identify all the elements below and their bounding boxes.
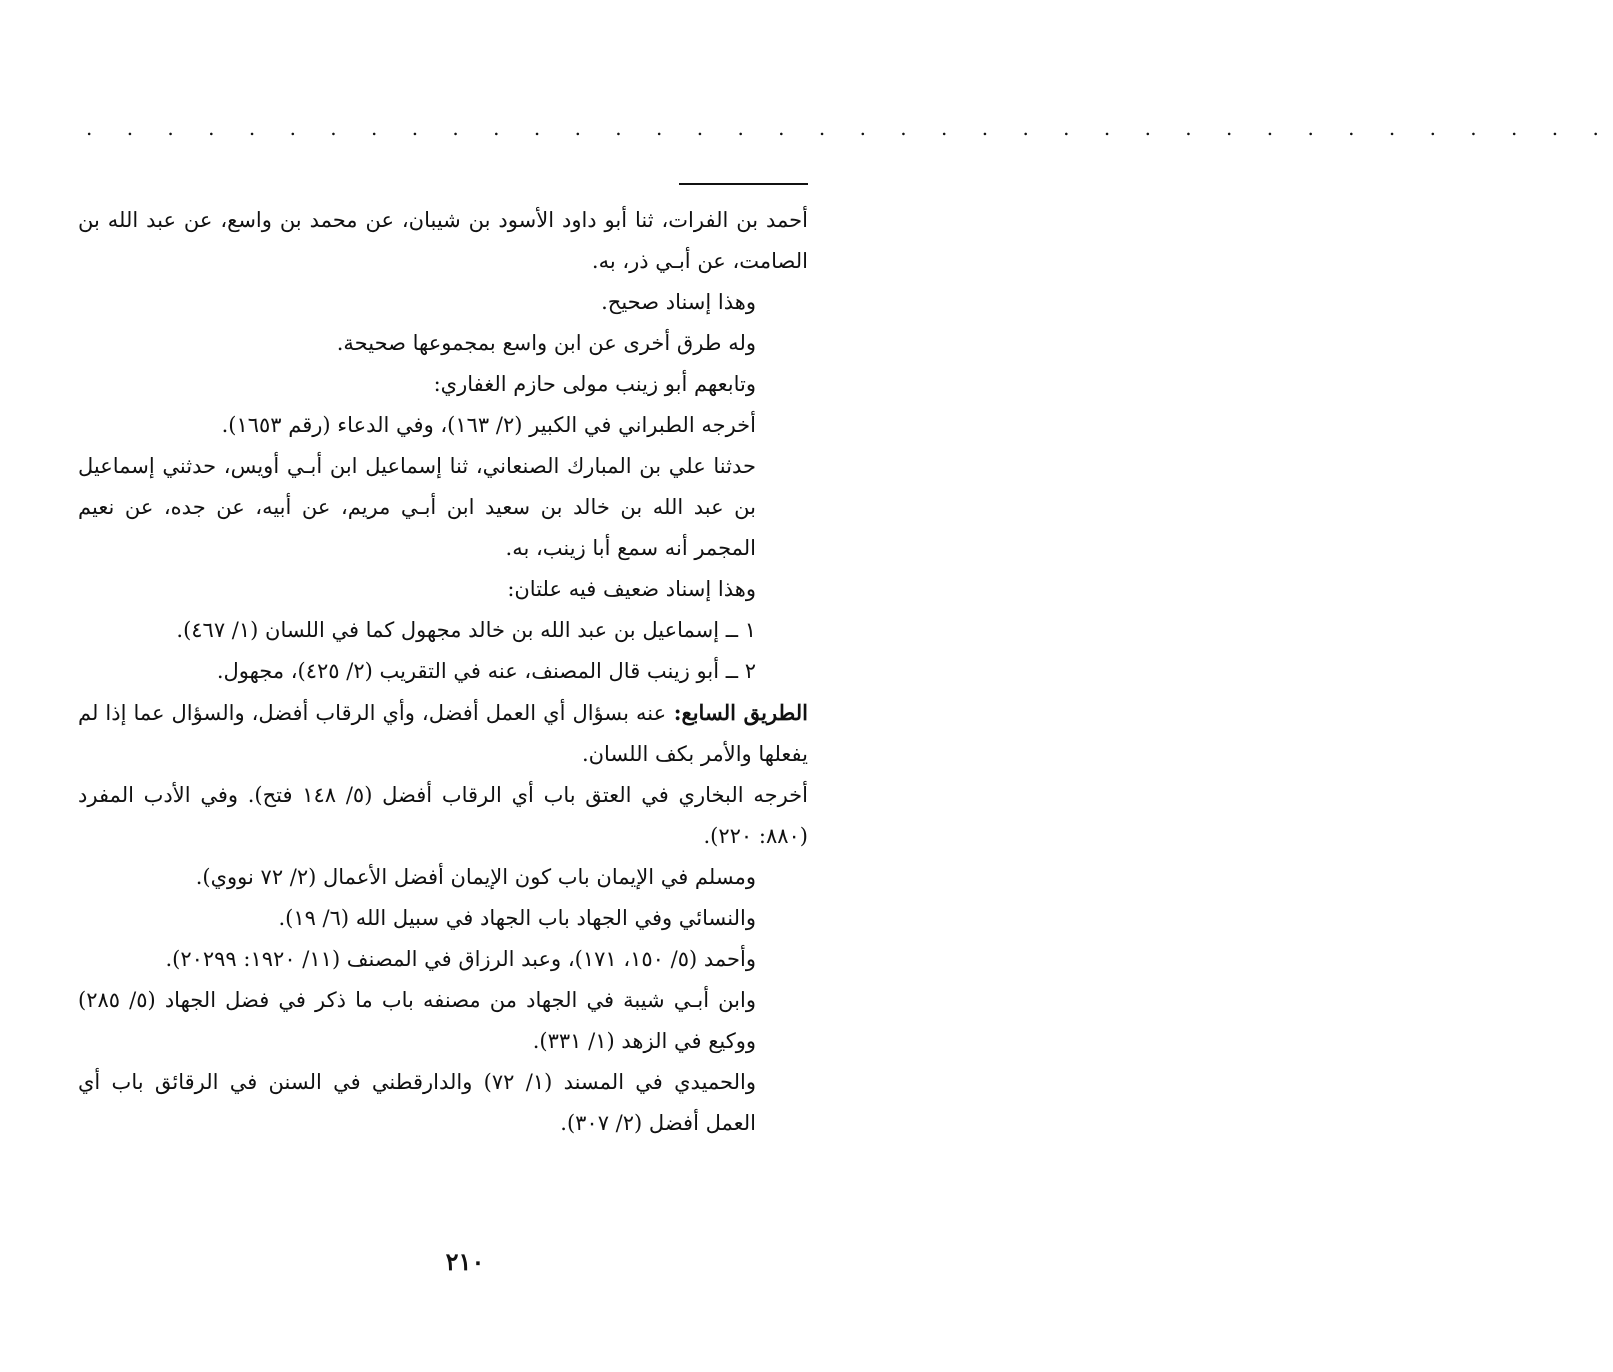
footnote-rule bbox=[679, 183, 808, 185]
paragraph-isnad-grade: وهذا إسناد صحيح. bbox=[601, 290, 756, 314]
paragraph-seventh-route bbox=[78, 692, 808, 775]
separator-dots: . . . . . . . . . . . . . . . . . . . . . . . . . . . . . . . . . . . . . . bbox=[86, 116, 1613, 140]
paragraph-muslim: ومسلم في الإيمان باب كون الإيمان أفضل الأعمال (٢/ ٧٢ نووي). bbox=[195, 865, 756, 889]
paragraph-corroboration: وتابعهم أبو زينب مولى حازم الغفاري: bbox=[433, 372, 756, 396]
paragraph-tabarani-source: أخرجه الطبراني في الكبير (٢/ ١٦٣)، وفي الدعاء (رقم ١٦٥٣). bbox=[221, 413, 756, 437]
paragraph-other-routes: وله طرق أخرى عن ابن واسع بمجموعها صحيحة. bbox=[336, 331, 756, 355]
main-text bbox=[78, 200, 808, 1144]
page-number: ٢١٠ bbox=[445, 1247, 485, 1276]
paragraph-bukhari: أخرجه البخاري في العتق باب أي الرقاب أفضل (٥/ ١٤٨ فتح). وفي الأدب المفرد (٨٨٠: ٢٢٠). bbox=[78, 783, 808, 848]
seventh-route-text: عنه بسؤال أي العمل أفضل، وأي الرقاب أفضل، والسؤال عما إذا لم يفعلها والأمر بكف اللسان. bbox=[78, 701, 808, 766]
list-item-second-defect: ٢ ــ أبو زينب قال المصنف، عنه في التقريب (٢/ ٤٢٥)، مجهول. bbox=[216, 659, 756, 683]
paragraph-humaydi: والحميدي في المسند (١/ ٧٢) والدارقطني في السنن في الرقائق باب أي العمل أفضل (٢/ ٣٠٧). bbox=[78, 1070, 756, 1135]
list-item-first-defect: ١ ــ إسماعيل بن عبد الله بن خالد مجهول كما في اللسان (١/ ٤٦٧). bbox=[176, 618, 756, 642]
section-heading-seventh-route: الطريق السابع: bbox=[666, 700, 808, 725]
paragraph-isnad-continuation: أحمد بن الفرات، ثنا أبو داود الأسود بن شيبان، عن محمد بن واسع، عن عبد الله بن الصامت، عن أبـي ذر، به. bbox=[78, 208, 808, 273]
paragraph-ahmad: وأحمد (٥/ ١٥٠، ١٧١)، وعبد الرزاق في المصنف (١١/ ١٩٢٠: ٢٠٢٩٩). bbox=[165, 947, 756, 971]
paragraph-ibn-abi-shaybah: وابن أبـي شيبة في الجهاد من مصنفه باب ما ذكر في فضل الجهاد (٥/ ٢٨٥) ووكيع في الزهد (١/ ٣٣١). bbox=[78, 988, 756, 1053]
paragraph-tabarani-isnad: حدثنا علي بن المبارك الصنعاني، ثنا إسماعيل ابن أبـي أويس، حدثني إسماعيل بن عبد الله بن خالد بن سعيد ابن أبـي مريم، عن أبيه، عن جده، عن نعيم المجمر أنه سمع أبا زينب، به. bbox=[78, 454, 756, 560]
paragraph-nasai: والنسائي وفي الجهاد باب الجهاد في سبيل الله (٦/ ١٩). bbox=[278, 906, 756, 930]
paragraph-weak-isnad: وهذا إسناد ضعيف فيه علتان: bbox=[507, 577, 756, 601]
